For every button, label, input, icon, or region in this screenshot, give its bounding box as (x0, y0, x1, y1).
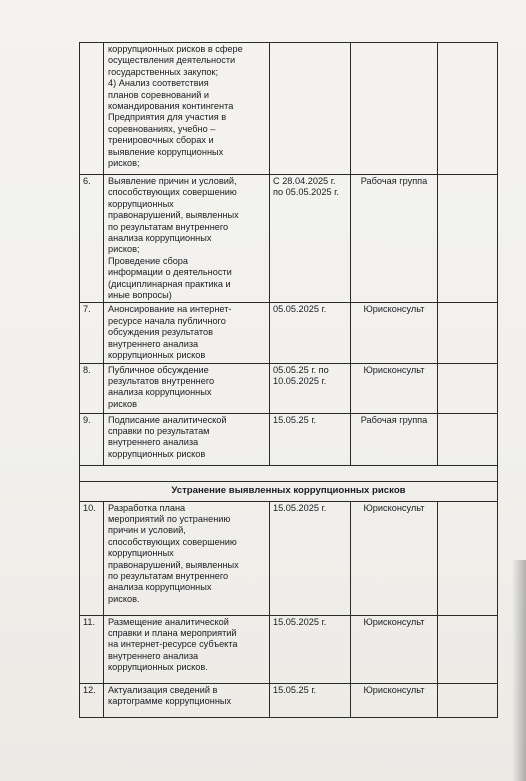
row-number: 6. (80, 175, 104, 303)
description-line: способствующих совершению (108, 536, 237, 547)
description-line: выявление коррупционных (108, 146, 224, 157)
description-line: рисков; (108, 158, 140, 169)
empty-row (80, 465, 498, 481)
description-line: государственных закупок; (108, 66, 219, 77)
description-line: внутреннего анализа (108, 338, 199, 349)
description-line: информации о деятельности (108, 267, 232, 278)
row-date: С 28.04.2025 г. по 05.05.2025 г. (270, 175, 351, 303)
table-row (80, 615, 498, 683)
description-line: коррупционных рисков. (108, 662, 208, 673)
description-line: рисков. (108, 593, 140, 604)
table-row (80, 175, 498, 303)
description-line: коррупционных рисков (108, 350, 206, 361)
description-line: иные вопросы) (108, 290, 172, 301)
description-line: Размещение аналитической (108, 616, 229, 627)
description-line: соревнованиях, учебно – (108, 123, 216, 134)
description-line: коррупционных (108, 198, 174, 209)
row-description (104, 413, 270, 465)
description-line: анализа коррупционных (108, 582, 212, 593)
description-line: причин и условий, (108, 525, 186, 536)
row-date: 15.05.25 г. (270, 683, 351, 717)
row-number: 7. (80, 303, 104, 363)
section-row (80, 481, 498, 501)
description-line: справки по результатам (108, 425, 210, 436)
description-line: осуществления деятельности (108, 55, 236, 66)
row-date: 05.05.2025 г. (270, 303, 351, 363)
row-description (104, 683, 270, 717)
description-line: правонарушений, выявленных (108, 210, 239, 221)
row-note (438, 615, 498, 683)
table-row (80, 683, 498, 717)
description-line: анализа коррупционных (108, 387, 212, 398)
description-line: планов соревнований и (108, 89, 210, 100)
row-note (438, 501, 498, 615)
description-line: коррупционных рисков в сфере (108, 44, 243, 54)
row-number: 10. (80, 501, 104, 615)
description-line: Анонсирование на интернет- (108, 304, 232, 315)
row-number: 8. (80, 363, 104, 413)
description-line: коррупционных рисков (108, 448, 206, 459)
description-line: внутреннего анализа (108, 437, 199, 448)
row-number: 12. (80, 683, 104, 717)
row-note (438, 413, 498, 465)
description-line: справки и плана мероприятий (108, 627, 237, 638)
row-note (438, 43, 498, 175)
description-line: анализа коррупционных (108, 233, 212, 244)
description-line: мероприятий по устранению (108, 513, 231, 524)
description-line: внутреннего анализа (108, 650, 199, 661)
table-row (80, 501, 498, 615)
table-row (80, 43, 498, 175)
description-line: коррупционных (108, 548, 174, 559)
row-number (80, 43, 104, 175)
row-description (104, 303, 270, 363)
row-date: 15.05.25 г. (270, 413, 351, 465)
row-description (104, 175, 270, 303)
description-line: Предприятия для участия в (108, 112, 227, 123)
row-responsible: Рабочая группа (351, 413, 438, 465)
row-description (104, 363, 270, 413)
description-line: Проведение сбора (108, 255, 189, 266)
description-line: Подписание аналитической (108, 414, 227, 425)
description-line: по результатам внутреннего (108, 570, 229, 581)
description-line: рисков (108, 398, 137, 409)
row-responsible: Юрисконсульт (351, 303, 438, 363)
description-line: обсуждения результатов (108, 327, 213, 338)
description-line: на интернет-ресурсе субъекта (108, 639, 238, 650)
section-title: Устранение выявленных коррупционных рисков (80, 481, 498, 501)
plan-table (79, 42, 498, 718)
page-shadow (512, 560, 526, 781)
row-note (438, 303, 498, 363)
description-line: способствующих совершению (108, 187, 237, 198)
table-row (80, 363, 498, 413)
row-description (104, 501, 270, 615)
plan-table-body (80, 43, 498, 718)
row-responsible: Юрисконсульт (351, 615, 438, 683)
description-line: результатов внутреннего (108, 375, 215, 386)
row-responsible: Юрисконсульт (351, 683, 438, 717)
description-line: картограмме коррупционных (108, 695, 232, 706)
row-number: 11. (80, 615, 104, 683)
row-responsible: Юрисконсульт (351, 363, 438, 413)
description-line: Выявление причин и условий, (108, 176, 237, 186)
description-line: тренировочных сборах и (108, 135, 214, 146)
row-note (438, 363, 498, 413)
row-responsible (351, 43, 438, 175)
description-line: (дисциплинарная практика и (108, 278, 231, 289)
description-line: Разработка плана (108, 502, 186, 513)
table-row (80, 413, 498, 465)
row-description (104, 615, 270, 683)
description-line: рисков; (108, 244, 140, 255)
row-date: 15.05.2025 г. (270, 615, 351, 683)
description-line: 4) Анализ соответствия (108, 78, 209, 89)
table-row (80, 303, 498, 363)
row-number: 9. (80, 413, 104, 465)
description-line: Публичное обсуждение (108, 364, 209, 375)
description-line: командирования контингента (108, 101, 234, 112)
row-description (104, 43, 270, 175)
row-date: 05.05.25 г. по 10.05.2025 г. (270, 363, 351, 413)
row-responsible: Юрисконсульт (351, 501, 438, 615)
row-note (438, 175, 498, 303)
description-line: ресурсе начала публичного (108, 315, 226, 326)
row-date: 15.05.2025 г. (270, 501, 351, 615)
row-note (438, 683, 498, 717)
description-line: правонарушений, выявленных (108, 559, 239, 570)
description-line: по результатам внутреннего (108, 221, 229, 232)
row-responsible: Рабочая группа (351, 175, 438, 303)
description-line: Актуализация сведений в (108, 684, 218, 695)
row-date (270, 43, 351, 175)
empty-cell (80, 465, 498, 481)
